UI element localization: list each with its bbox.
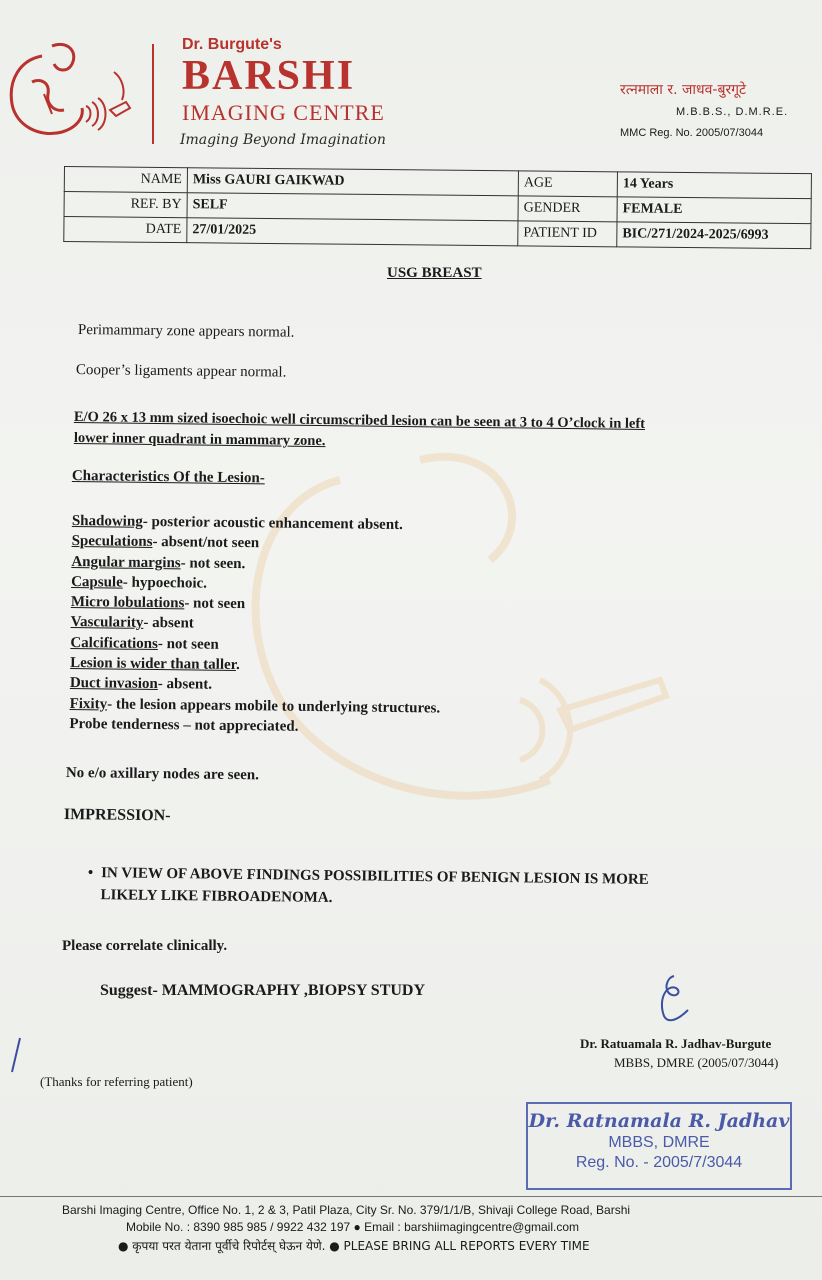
footer-address: Barshi Imaging Centre, Office No. 1, 2 & 3, Patil Plaza, City Sr. No. 379/1/1/B, Shivaji College Road, Barshi	[62, 1203, 631, 1217]
date-label: DATE	[64, 217, 187, 243]
report-title: USG BREAST	[387, 265, 482, 281]
doctor-name-local: रत्नमाला र. जाधव-बुरगूटे	[620, 82, 747, 98]
finding-lesion-2: lower inner quadrant in mammary zone.	[73, 430, 326, 450]
char-term: Shadowing	[71, 512, 143, 530]
characteristics-heading: Characteristics Of the Lesion-	[71, 468, 265, 487]
char-desc: .	[235, 657, 240, 674]
char-desc: - absent.	[157, 676, 213, 694]
pid-label: PATIENT ID	[518, 221, 617, 247]
age-value: 14 Years	[617, 172, 811, 199]
char-term: Duct invasion	[69, 675, 158, 693]
char-term: Capsule	[71, 573, 123, 591]
char-desc: - posterior acoustic enhancement absent.	[142, 513, 403, 534]
char-term: Speculations	[71, 533, 153, 551]
suggest-note: Suggest- MAMMOGRAPHY ,BIOPSY STUDY	[100, 982, 426, 999]
impression-text	[87, 862, 777, 914]
footer-contact: Mobile No. : 8390 985 985 / 9922 432 197 ● Email : barshiimagingcentre@gmail.com	[126, 1220, 580, 1234]
gender-value: FEMALE	[617, 197, 811, 224]
footer-note: ● कृपया परत येताना पूर्वीचे रिपोर्टस् घेऊन येणे. ● PLEASE BRING ALL REPORTS EVERY TIME	[118, 1239, 590, 1253]
axillary-note: No e/o axillary nodes are seen.	[65, 765, 260, 784]
char-desc: - not seen	[184, 595, 246, 613]
correlate-note: Please correlate clinically.	[62, 938, 228, 954]
char-term: Vascularity	[70, 614, 144, 632]
brand-name: BARSHI	[182, 53, 356, 99]
doctor-reg: MMC Reg. No. 2005/07/3044	[620, 127, 764, 139]
tagline: Imaging Beyond Imagination	[180, 132, 386, 148]
pid-value: BIC/271/2024-2025/6993	[617, 222, 811, 249]
brand-small: Dr. Burgute's	[182, 36, 282, 53]
gender-label: GENDER	[518, 196, 617, 222]
probe-tenderness: Probe tenderness – not appreciated.	[69, 715, 299, 735]
char-desc: - not seen	[157, 635, 219, 653]
char-desc: - not seen.	[180, 554, 246, 572]
doctor-degree: M.B.B.S., D.M.R.E.	[676, 106, 789, 118]
refby-value: SELF	[187, 193, 518, 221]
char-term: Lesion is wider than taller	[70, 655, 237, 674]
patient-info-table	[63, 166, 812, 249]
char-desc: - absent	[143, 615, 194, 632]
thanks-note: (Thanks for referring patient)	[40, 1074, 193, 1089]
logo-icon	[2, 38, 134, 144]
tick-mark-icon	[6, 1036, 24, 1076]
finding-lesion: E/O 26 x 13 mm sized isoechoic well circumscribed lesion can be seen at 3 to 4 O’clock in left	[73, 409, 646, 432]
impression-line2: LIKELY LIKE FIBROADENOMA.	[100, 887, 333, 906]
impression-line1: IN VIEW OF ABOVE FINDINGS POSSIBILITIES OF BENIGN LESION IS MORE	[101, 865, 649, 888]
brand-sub: IMAGING CENTRE	[182, 100, 385, 125]
finding-coopers: Cooper’s ligaments appear normal.	[75, 362, 287, 381]
finding-perimammary: Perimammary zone appears normal.	[77, 322, 295, 341]
char-term: Calcifications	[70, 634, 158, 652]
signatory-name: Dr. Ratuamala R. Jadhav-Burgute	[580, 1036, 772, 1051]
signature-mark-icon	[652, 970, 696, 1028]
char-desc: - hypoechoic.	[122, 574, 208, 592]
date-value: 27/01/2025	[187, 218, 518, 246]
name-value: Miss GAURI GAIKWAD	[187, 168, 518, 196]
signatory-degree: MBBS, DMRE (2005/07/3044)	[614, 1055, 779, 1070]
char-term: Micro lobulations	[70, 594, 185, 612]
footer-divider	[0, 1196, 822, 1197]
bullet-icon: •	[87, 864, 94, 882]
impression-heading: IMPRESSION-	[63, 806, 171, 825]
name-label: NAME	[64, 167, 187, 193]
doctor-stamp	[526, 1102, 792, 1190]
refby-label: REF. BY	[64, 192, 187, 218]
stamp-reg: Reg. No. - 2005/7/3044	[575, 1154, 743, 1171]
characteristics-list	[69, 511, 442, 739]
header-divider	[152, 44, 154, 144]
char-desc: - absent/not seen	[152, 534, 260, 552]
stamp-name: Dr. Ratnamala R. Jadhav	[528, 1110, 790, 1132]
age-label: AGE	[518, 171, 617, 197]
char-desc: - the lesion appears mobile to underlying structures.	[107, 696, 441, 717]
char-term: Angular margins	[71, 553, 181, 571]
stamp-degree: MBBS, DMRE	[608, 1134, 710, 1151]
char-term: Fixity	[69, 695, 108, 713]
